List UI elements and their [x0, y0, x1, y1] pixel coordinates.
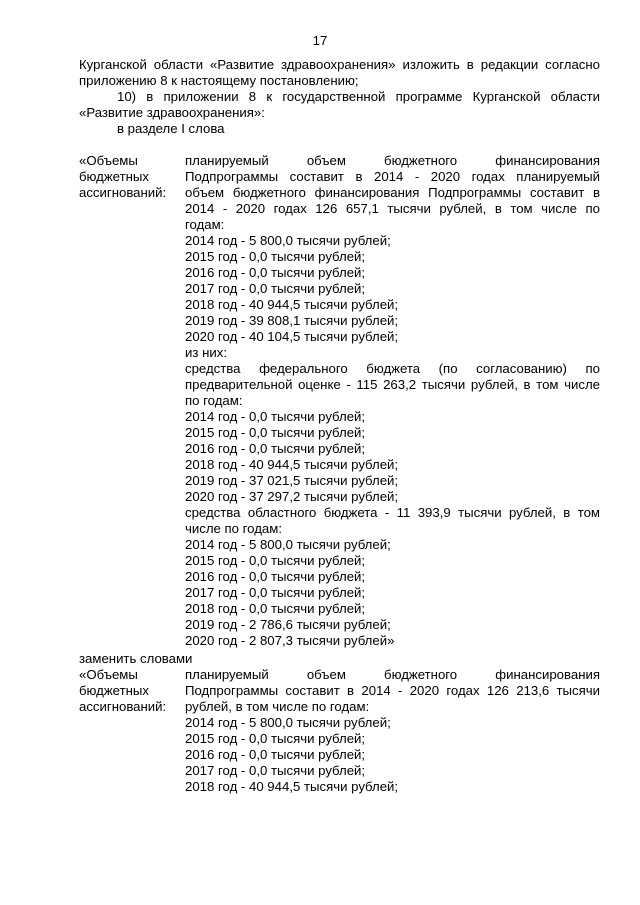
intro-paragraph-2-line-1: 10) в приложении 8 к государственной программе Курганской области	[117, 89, 600, 104]
text-line: 2018 год - 40 944,5 тысячи рублей;	[185, 297, 399, 312]
text-line: 2019 год - 2 786,6 тысячи рублей;	[185, 617, 391, 632]
text-line: 2020 год - 40 104,5 тысячи рублей;	[185, 329, 399, 344]
new-budget-label	[79, 667, 185, 795]
label-line: ассигнований:	[79, 699, 167, 714]
text-line: планируемый объем бюджетного финансирования	[185, 667, 600, 682]
old-budget-block	[79, 153, 600, 649]
text-line: 2018 год - 0,0 тысячи рублей;	[185, 601, 366, 616]
text-line: 2020 год - 37 297,2 тысячи рублей;	[185, 489, 399, 504]
text-line: планируемый объем бюджетного финансирования	[185, 153, 600, 168]
label-line: ассигнований:	[79, 185, 167, 200]
replace-instruction: заменить словами	[79, 651, 193, 666]
text-line: 2014 год - 5 800,0 тысячи рублей;	[185, 715, 391, 730]
text-line: 2016 год - 0,0 тысячи рублей;	[185, 441, 366, 456]
text-line: 2015 год - 0,0 тысячи рублей;	[185, 249, 366, 264]
text-line: рублей, в том числе по годам:	[185, 699, 370, 714]
text-line: по годам:	[185, 393, 243, 408]
old-budget-row	[79, 153, 600, 649]
intro-paragraph-3: в разделе I слова	[117, 121, 225, 136]
old-budget-text	[185, 153, 600, 649]
text-line: 2017 год - 0,0 тысячи рублей;	[185, 585, 366, 600]
text-line: 2015 год - 0,0 тысячи рублей;	[185, 425, 366, 440]
text-line: 2019 год - 37 021,5 тысячи рублей;	[185, 473, 399, 488]
text-line: 2016 год - 0,0 тысячи рублей;	[185, 569, 366, 584]
text-line: 2018 год - 40 944,5 тысячи рублей;	[185, 457, 399, 472]
intro-paragraph-2-line-2: «Развитие здравоохранения»:	[79, 105, 265, 120]
text-line: 2020 год - 2 807,3 тысячи рублей»	[185, 633, 395, 648]
text-line: из них:	[185, 345, 227, 360]
text-line: 2017 год - 0,0 тысячи рублей;	[185, 763, 366, 778]
text-line: предварительной оценке - 115 263,2 тысячи рублей, в том числе	[185, 377, 600, 392]
text-line: 2018 год - 40 944,5 тысячи рублей;	[185, 779, 399, 794]
text-line: Подпрограммы составит в 2014 - 2020 годах планируемый	[185, 169, 600, 184]
old-budget-label	[79, 153, 185, 649]
text-line: 2016 год - 0,0 тысячи рублей;	[185, 265, 366, 280]
text-line: 2014 - 2020 годах 126 657,1 тысячи рублей, в том числе по	[185, 201, 600, 216]
text-line: 2014 год - 5 800,0 тысячи рублей;	[185, 233, 391, 248]
text-line: объем бюджетного финансирования Подпрограммы составит в	[185, 185, 600, 200]
text-line: годам:	[185, 217, 225, 232]
label-line: «Объемы	[79, 153, 138, 168]
page-number: 17	[312, 33, 328, 48]
intro-section	[79, 57, 600, 137]
label-line: бюджетных	[79, 683, 149, 698]
text-line: средства областного бюджета - 11 393,9 тысячи рублей, в том	[185, 505, 600, 520]
text-line: средства федерального бюджета (по согласованию) по	[185, 361, 600, 376]
new-budget-block	[79, 667, 600, 795]
text-line: 2017 год - 0,0 тысячи рублей;	[185, 281, 366, 296]
text-line: Подпрограммы составит в 2014 - 2020 годах 126 213,6 тысячи	[185, 683, 600, 698]
intro-paragraph-1: Курганской области «Развитие здравоохранения» изложить в редакции согласно приложению 8 к настоящему постановлению;	[79, 57, 600, 88]
new-budget-text	[185, 667, 600, 795]
text-line: 2014 год - 5 800,0 тысячи рублей;	[185, 537, 391, 552]
new-budget-row	[79, 667, 600, 795]
text-line: 2019 год - 39 808,1 тысячи рублей;	[185, 313, 399, 328]
text-line: 2016 год - 0,0 тысячи рублей;	[185, 747, 366, 762]
label-line: «Объемы	[79, 667, 138, 682]
text-line: числе по годам:	[185, 521, 282, 536]
text-line: 2015 год - 0,0 тысячи рублей;	[185, 731, 366, 746]
text-line: 2014 год - 0,0 тысячи рублей;	[185, 409, 366, 424]
text-line: 2015 год - 0,0 тысячи рублей;	[185, 553, 366, 568]
label-line: бюджетных	[79, 169, 149, 184]
